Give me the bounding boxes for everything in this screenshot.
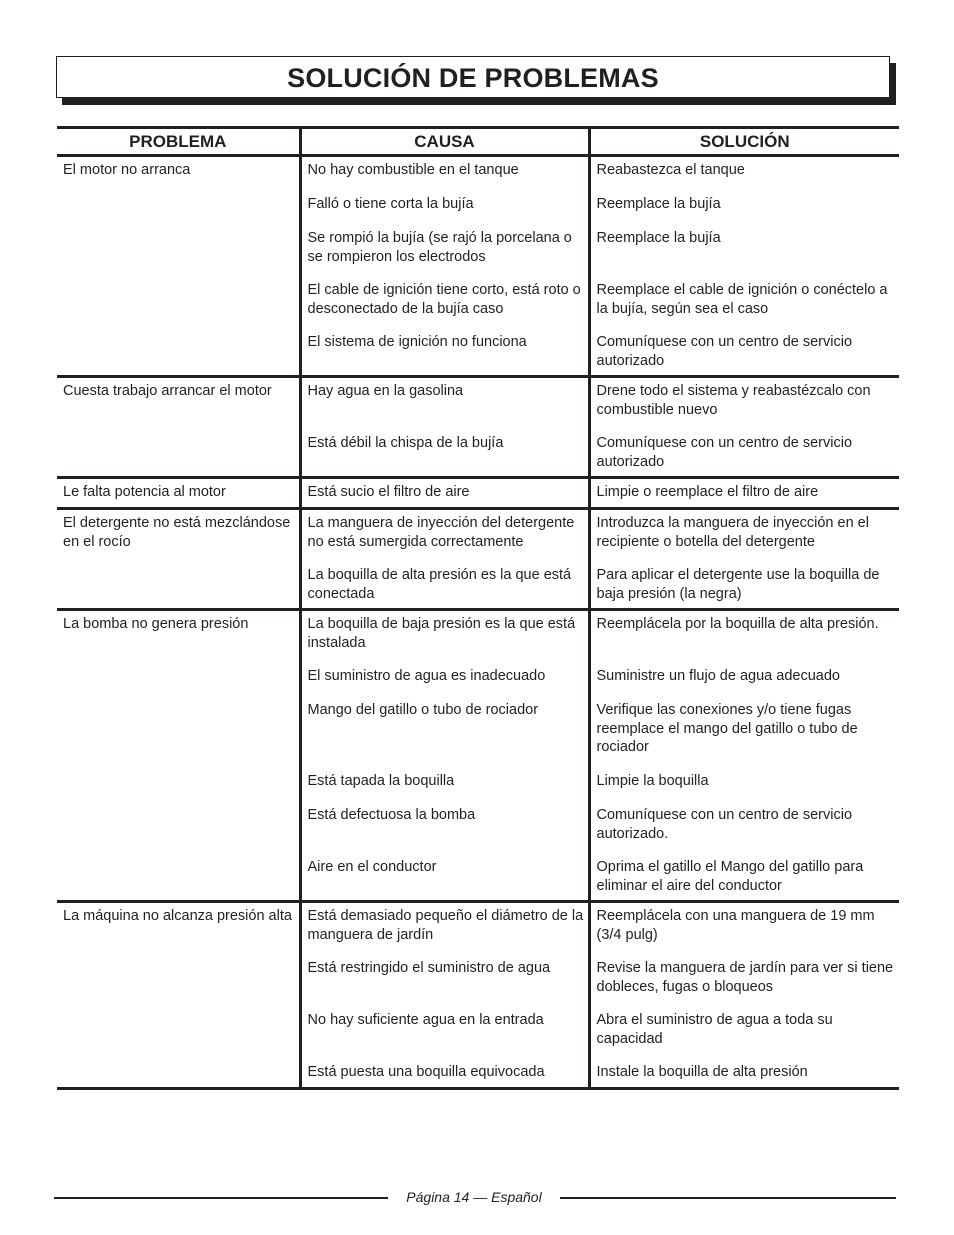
cause-text: Está puesta una boquilla equivocada [307, 1064, 545, 1080]
cause-text: El suministro de agua es inadecuado [307, 668, 546, 684]
problem-text: La máquina no alcanza presión alta [63, 908, 292, 924]
table-row [57, 509, 899, 610]
cause-text: Se rompió la bujía (se rajó la porcelana o se rompieron los electrodos [307, 230, 572, 265]
table-row [57, 902, 899, 1089]
cause-cell [300, 478, 589, 509]
solution-text: Reemplace la bujía [596, 196, 721, 212]
footer-page-label: Página 14 — Español [406, 1189, 542, 1205]
solution-text: Suministre un flujo de agua adecuado [596, 668, 840, 684]
cause-cell [300, 902, 589, 1089]
header-solution: SOLUCIÓN [589, 128, 899, 156]
cause-text: Está defectuosa la bomba [307, 807, 476, 823]
footer-rule-left [54, 1197, 388, 1199]
solution-text: Limpie la boquilla [596, 773, 709, 789]
cause-text: La boquilla de alta presión es la que está conectada [307, 567, 572, 602]
page-footer [54, 1187, 896, 1207]
solution-text: Verifique las conexiones y/o tiene fugas reemplace el mango del gatillo o tubo de rociador [596, 702, 858, 756]
cause-text: No hay suficiente agua en la entrada [307, 1012, 544, 1028]
problem-text: La bomba no genera presión [63, 616, 249, 632]
problem-text: Le falta potencia al motor [63, 484, 226, 500]
solution-cell [589, 478, 899, 509]
solution-text: Instale la boquilla de alta presión [596, 1064, 808, 1080]
table-body [57, 156, 899, 1089]
header-problem: PROBLEMA [57, 128, 300, 156]
cause-cell [300, 377, 589, 478]
solution-cell [589, 377, 899, 478]
problem-cell [57, 902, 300, 1089]
page-title: SOLUCIÓN DE PROBLEMAS [287, 63, 659, 93]
cause-cell [300, 509, 589, 610]
cause-cell [300, 156, 589, 377]
cause-text: El sistema de ignición no funciona [307, 334, 527, 350]
solution-cell [589, 509, 899, 610]
cause-text: Aire en el conductor [307, 859, 437, 875]
solution-cell [589, 610, 899, 902]
problem-text: Cuesta trabajo arrancar el motor [63, 383, 272, 399]
cause-text: Está restringido el suministro de agua [307, 960, 551, 976]
page-title-box [56, 56, 896, 105]
cause-text: Mango del gatillo o tubo de rociador [307, 702, 539, 718]
cause-text: La manguera de inyección del detergente no está sumergida correctamente [307, 515, 575, 550]
solution-text: Drene todo el sistema y reabastézcalo con combustible nuevo [596, 383, 871, 418]
solution-text: Reemplácela por la boquilla de alta presión. [596, 616, 879, 632]
solution-text: Abra el suministro de agua a toda su capacidad [596, 1012, 833, 1047]
problem-cell [57, 478, 300, 509]
solution-text: Para aplicar el detergente use la boquilla de baja presión (la negra) [596, 567, 880, 602]
problem-text: El detergente no está mezclándose en el rocío [63, 515, 291, 550]
problem-cell [57, 610, 300, 902]
solution-cell [589, 902, 899, 1089]
solution-text: Comuníquese con un centro de servicio autorizado [596, 435, 853, 470]
cause-text: Está débil la chispa de la bujía [307, 435, 504, 451]
cause-text: Está demasiado pequeño el diámetro de la manguera de jardín [307, 908, 584, 943]
solution-cell [589, 156, 899, 377]
table-row [57, 377, 899, 478]
solution-text: Comuníquese con un centro de servicio autorizado [596, 334, 853, 369]
solution-text: Reemplácela con una manguera de 19 mm (3/4 pulg) [596, 908, 875, 943]
solution-text: Reabastezca el tanque [596, 162, 745, 178]
table-row [57, 156, 899, 377]
cause-text: Está tapada la boquilla [307, 773, 455, 789]
footer-rule-right [560, 1197, 896, 1199]
problem-cell [57, 509, 300, 610]
solution-text: Limpie o reemplace el filtro de aire [596, 484, 819, 500]
solution-text: Introduzca la manguera de inyección en el recipiente o botella del detergente [596, 515, 869, 550]
cause-text: No hay combustible en el tanque [307, 162, 519, 178]
solution-text: Comuníquese con un centro de servicio autorizado. [596, 807, 853, 842]
table-row [57, 610, 899, 902]
problem-text: El motor no arranca [63, 162, 191, 178]
cause-text: Está sucio el filtro de aire [307, 484, 470, 500]
solution-text: Reemplace el cable de ignición o conéctelo a la bujía, según sea el caso [596, 282, 888, 317]
cause-text: La boquilla de baja presión es la que está instalada [307, 616, 576, 651]
problem-cell [57, 377, 300, 478]
table-row [57, 478, 899, 509]
cause-text: Hay agua en la gasolina [307, 383, 464, 399]
cause-cell [300, 610, 589, 902]
solution-text: Oprima el gatillo el Mango del gatillo para eliminar el aire del conductor [596, 859, 864, 894]
header-cause: CAUSA [300, 128, 589, 156]
problem-cell [57, 156, 300, 377]
table-header-row [57, 128, 899, 156]
cause-text: Falló o tiene corta la bujía [307, 196, 474, 212]
solution-text: Revise la manguera de jardín para ver si tiene dobleces, fugas o bloqueos [596, 960, 894, 995]
troubleshooting-table [57, 126, 899, 1090]
cause-text: El cable de ignición tiene corto, está roto o desconectado de la bujía caso [307, 282, 581, 317]
solution-text: Reemplace la bujía [596, 230, 721, 246]
